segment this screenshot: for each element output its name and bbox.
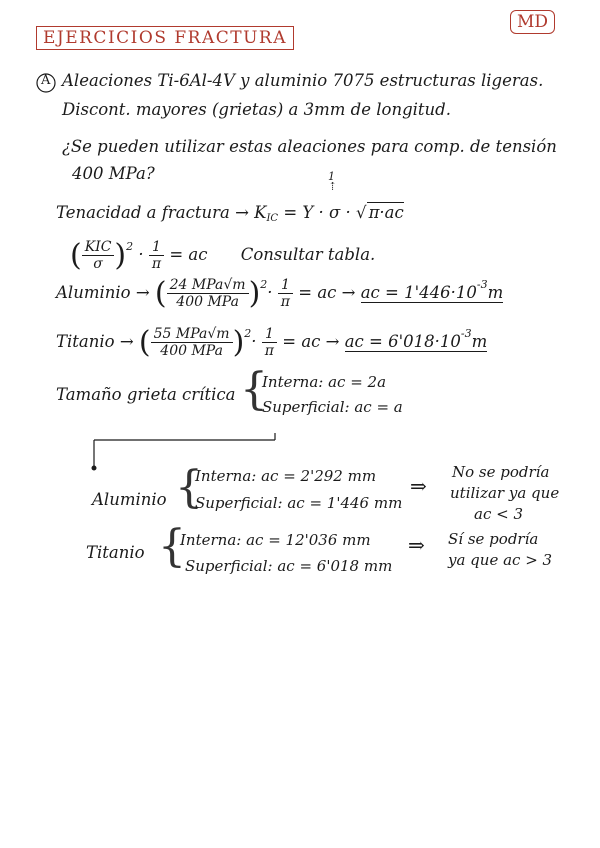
aluminum-result-internal: Interna: ac = 2'292 mm <box>195 467 377 485</box>
tenacity-arrow: → <box>235 203 249 222</box>
aluminum-result-brace: { <box>175 462 203 513</box>
titanium-conclusion-2: ya que ac > 3 <box>448 551 553 569</box>
aluminum-calc-mid: = ac → <box>298 283 356 302</box>
tenacity-row <box>56 203 404 224</box>
aluminum-result-label: Aluminio <box>92 490 167 509</box>
rearranged-exp: 2 <box>126 240 134 253</box>
aluminum-calc-fraction: $\frac{\text{24 MPa√m}}{\text{400 MPa}}$ <box>167 277 249 310</box>
rearranged-row: ( $\frac{\text{KIC}}{\sigma}$ )$^2$ · $\frac{1}{\pi}$ = ac Consultar tabla. <box>70 238 376 273</box>
titanium-conclusion-1: Sí se podría <box>448 530 539 548</box>
titanium-calc-fraction: $\frac{\text{55 MPa√m}}{\text{400 MPa}}$ <box>151 326 233 359</box>
aluminum-result-surface: Superficial: ac = 1'446 mm <box>195 494 403 512</box>
connector-dot <box>92 466 97 471</box>
titanium-calc-mid: = ac → <box>282 332 340 351</box>
titanium-calc-result: ac = $6'018\cdot 10^{-3}m$ <box>344 327 488 351</box>
problem-line-4: 400 MPa? <box>72 164 155 183</box>
aluminum-conclusion-3: ac < 3 <box>474 505 523 523</box>
aluminum-implies: ⇒ <box>410 474 427 498</box>
critical-size-label: Tamaño grieta crítica <box>56 385 236 404</box>
sqrt-icon: √ <box>356 203 367 222</box>
tenacity-label: Tenacidad a fractura <box>56 203 230 222</box>
problem-line-1: Aleaciones Ti-6Al-4V y aluminio 7075 estructuras ligeras. <box>62 71 544 90</box>
titanium-calc-label: Titanio <box>56 332 115 351</box>
critical-size-surface: Superficial: ac = a <box>262 398 403 416</box>
aluminum-conclusion-2: utilizar ya que <box>450 484 560 502</box>
problem-marker: A <box>41 73 51 88</box>
author-initials: MD <box>510 10 555 34</box>
titanium-result-label: Titanio <box>86 543 145 562</box>
titanium-calc-factor: $\frac{1}{\pi}$ <box>262 326 277 359</box>
aluminum-conclusion-1: No se podría <box>452 463 550 481</box>
y-marker: 1 <box>328 170 335 183</box>
tenacity-sqrt-term: π·ac <box>368 203 404 222</box>
titanium-calc-arrow: → <box>119 332 134 351</box>
rearranged-factor: $\frac{1}{\pi}$ <box>149 239 164 272</box>
aluminum-calc-row: Aluminio → ( $\frac{\text{24 MPa√m}}{\text{400 MPa}}$ )$^2$· $\frac{1}{\pi}$ = ac → ac = $1'446\cdot 10^{-3}m$ <box>56 276 504 311</box>
rearranged-rhs: = ac <box>169 245 208 264</box>
aluminum-calc-arrow: → <box>135 283 150 302</box>
tenacity-formula-mid: = Y · σ · <box>283 203 351 222</box>
aluminum-calc-result: ac = $1'446\cdot 10^{-3}m$ <box>360 278 504 302</box>
tenacity-formula-sub: IC <box>266 213 279 224</box>
rearranged-fraction: $\frac{\text{KIC}}{\sigma}$ <box>82 239 115 272</box>
tenacity-formula-start: K <box>254 203 267 222</box>
rearranged-note: Consultar tabla. <box>240 245 376 264</box>
critical-size-brace: { <box>240 364 268 415</box>
aluminum-calc-label: Aluminio <box>56 283 131 302</box>
page-title: EJERCICIOS FRACTURA <box>36 26 294 50</box>
titanium-result-surface: Superficial: ac = 6'018 mm <box>185 557 393 575</box>
aluminum-calc-factor: $\frac{1}{\pi}$ <box>278 277 293 310</box>
titanium-calc-row: Titanio → ( $\frac{\text{55 MPa√m}}{\text{400 MPa}}$ )$^2$· $\frac{1}{\pi}$ = ac → ac = $6'018\cdot 10^{-3}m$ <box>56 325 488 360</box>
y-marker-arrow-icon: ⇡ <box>328 180 338 193</box>
problem-line-2: Discont. mayores (grietas) a 3mm de longitud. <box>62 100 451 119</box>
titanium-result-internal: Interna: ac = 12'036 mm <box>180 531 371 549</box>
titanium-implies: ⇒ <box>408 533 425 557</box>
problem-line-3: ¿Se pueden utilizar estas aleaciones para comp. de tensión <box>62 137 557 156</box>
titanium-result-brace: { <box>158 521 186 572</box>
critical-size-internal: Interna: ac = 2a <box>262 373 387 391</box>
